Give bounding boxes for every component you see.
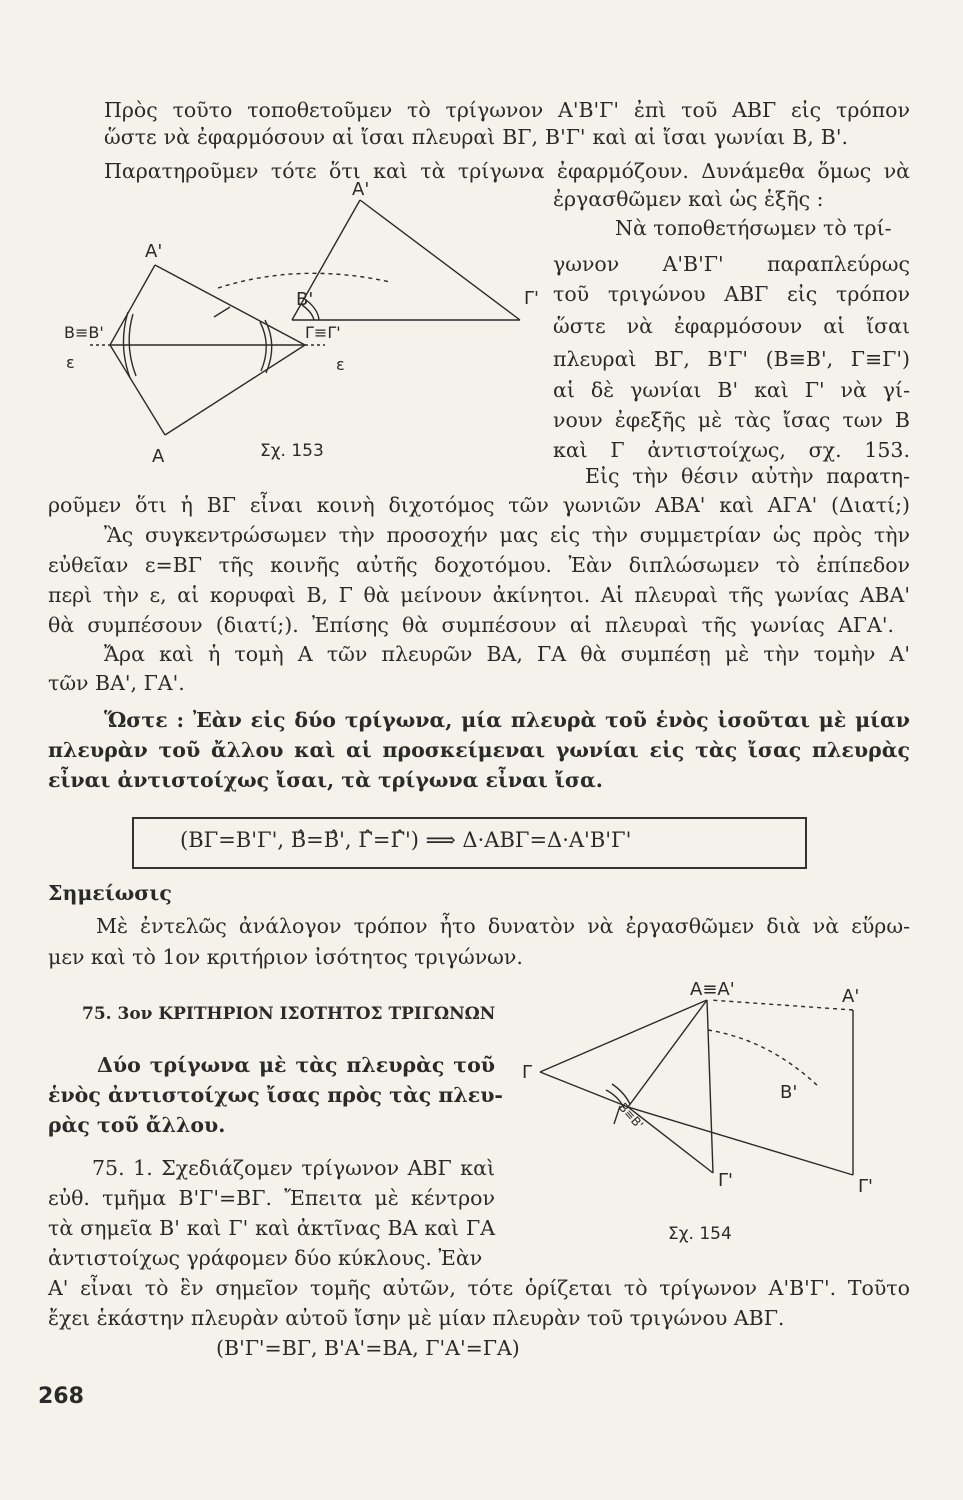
theorem-line: Ὥστε : Ἐὰν εἰς δύο τρίγωνα, μία πλευρὰ τοῦ ἑνὸς ἰσοῦται μὲ μίαν (104, 708, 910, 732)
text-line: ὥστε νὰ ἐφαρμόσουν αἱ ἴσαι πλευραὶ ΒΓ, Β'Γ' καὶ αἱ ἴσαι γωνίαι Β, Β'. (104, 125, 848, 149)
note-line: μεν καὶ τὸ 1ον κριτήριον ἰσότητος τριγώνων. (48, 945, 523, 969)
fig154-label-g-prime-1: Γ' (718, 1170, 733, 1191)
fig153-label-bb: Β≡Β' (64, 323, 104, 342)
text-line: θὰ συμπέσουν (διατί;). Ἐπίσης θὰ συμπέσουν αἱ πλευραὶ τῆς γωνίας ΑΓΑ'. (48, 613, 894, 637)
fig153-label-g-prime: Γ' (524, 288, 539, 309)
fig153-label-eps-left: ε (66, 353, 75, 372)
note-title: Σημείωσις (48, 881, 172, 905)
text-line: Πρὸς τοῦτο τοποθετοῦμεν τὸ τρίγωνον Α'Β'Γ' ἐπὶ τοῦ ΑΒΓ εἰς τρόπον (104, 98, 910, 122)
fig154-label-b-prime: Β' (780, 1082, 798, 1103)
text-line: τοῦ τριγώνου ΑΒΓ εἰς τρόπον (553, 282, 910, 306)
text-line: ὥστε νὰ ἐφαρμόσουν αἱ ἴσαι (553, 314, 910, 338)
text-line: ἐργασθῶμεν καὶ ὡς ἑξῆς : (553, 187, 824, 211)
text-line: νουν ἐφεξῆς μὲ τὰς ἴσας των Β (553, 408, 910, 432)
fig153-label-a-bottom: Α (152, 446, 165, 467)
text-line: ἀντιστοίχως γράφομεν δύο κύκλους. Ἐὰν (48, 1246, 483, 1270)
fig153-label-eps-right: ε (336, 355, 345, 374)
fig154-label-a-prime: Α' (842, 986, 860, 1007)
fig153-label-b-prime: Β' (296, 289, 314, 310)
text-line: πλευραὶ ΒΓ, Β'Γ' (Β≡Β', Γ≡Γ') (553, 347, 910, 371)
text-line: Α' εἶναι τὸ ἓν σημεῖον τομῆς αὐτῶν, τότε ὁρίζεται τὸ τρίγωνον Α'Β'Γ'. Τοῦτο (48, 1276, 910, 1300)
fig154-label-bb: Β≡Β' (615, 1100, 647, 1132)
section-heading: 75. 3ον ΚΡΙΤΗΡΙΟΝ ΙΣΟΤΗΤΟΣ ΤΡΙΓΩΝΩΝ (82, 1004, 496, 1024)
statement-line: ἑνὸς ἀντιστοίχως ἴσας πρὸς τὰς πλευ- (48, 1083, 503, 1107)
text-line: Εἰς τὴν θέσιν αὐτὴν παρατη- (585, 464, 910, 488)
final-formula: (Β'Γ'=ΒΓ, Β'Α'=ΒΑ, Γ'Α'=ΓΑ) (216, 1336, 520, 1360)
text-line: τῶν ΒΑ', ΓΑ'. (48, 671, 185, 695)
text-line: 75. 1. Σχεδιάζομεν τρίγωνον ΑΒΓ καὶ (92, 1156, 495, 1180)
fig154-label-aa: Α≡Α' (690, 979, 735, 1000)
text-line: ροῦμεν ὅτι ἡ ΒΓ εἶναι κοινὴ διχοτόμος τῶν γωνιῶν ΑΒΑ' καὶ ΑΓΑ' (Διατί;) (48, 493, 910, 517)
boxed-formula: (ΒΓ=Β'Γ', Β̂=Β̂', Γ̂=Γ̂') ⟹ Δ·ΑΒΓ=Δ·Α'Β'Γ' (180, 828, 632, 852)
text-line: τὰ σημεῖα Β' καὶ Γ' καὶ ἀκτῖνας ΒΑ καὶ ΓΑ (48, 1216, 495, 1240)
text-line: Ἂς συγκεντρώσωμεν τὴν προσοχήν μας εἰς τὴν συμμετρίαν ὡς πρὸς τὴν (104, 523, 910, 547)
fig154-label-g: Γ (522, 1062, 533, 1083)
theorem-line: εἶναι ἀντιστοίχως ἴσαι, τὰ τρίγωνα εἶναι ἴσα. (48, 768, 603, 792)
text-line: Νὰ τοποθετήσωμεν τὸ τρί- (615, 216, 892, 240)
statement-line: ρὰς τοῦ ἄλλου. (48, 1113, 226, 1137)
fig153-label-a-top: Α' (352, 179, 370, 200)
theorem-line: πλευρὰν τοῦ ἄλλου καὶ αἱ προσκείμεναι γωνίαι εἰς τὰς ἴσας πλευρὰς (48, 738, 910, 762)
text-line: εὐθ. τμῆμα Β'Γ'=ΒΓ. Ἔπειτα μὲ κέντρον (48, 1186, 495, 1210)
text-line: ἔχει ἑκάστην πλευρὰν αὐτοῦ ἴσην μὲ μίαν πλευρὰν τοῦ τριγώνου ΑΒΓ. (48, 1306, 785, 1330)
fig153-caption: Σχ. 153 (260, 441, 324, 461)
note-line: Μὲ ἐντελῶς ἀνάλογον τρόπον ἦτο δυνατὸν νὰ ἐργασθῶμεν διὰ νὰ εὕρω- (96, 914, 910, 938)
fig154-caption: Σχ. 154 (668, 1224, 732, 1244)
text-line: γωνον Α'Β'Γ' παραπλεύρως (553, 252, 910, 276)
text-line: Παρατηροῦμεν τότε ὅτι καὶ τὰ τρίγωνα ἐφαρμόζουν. Δυνάμεθα ὅμως νὰ (104, 159, 910, 183)
fig154-label-g-prime-2: Γ' (858, 1176, 873, 1197)
fig153-label-a-prime-left: Α' (145, 241, 163, 262)
text-line: περὶ τὴν ε, αἱ κορυφαὶ Β, Γ θὰ μείνουν ἀκίνητοι. Αἱ πλευραὶ τῆς γωνίας ΑΒΑ' (48, 583, 910, 607)
statement-line: Δύο τρίγωνα μὲ τὰς πλευρὰς τοῦ (97, 1053, 495, 1077)
text-line: αἱ δὲ γωνίαι Β' καὶ Γ' νὰ γί- (553, 378, 910, 402)
text-line: εὐθεῖαν ε=ΒΓ τῆς κοινῆς αὐτῆς δοχοτόμου. Ἐὰν διπλώσωμεν τὸ ἐπίπεδον (48, 553, 910, 577)
text-line: καὶ Γ ἀντιστοίχως, σχ. 153. (553, 438, 910, 462)
fig153-label-gg: Γ≡Γ' (305, 323, 341, 342)
text-line: Ἄρα καὶ ἡ τομὴ Α τῶν πλευρῶν ΒΑ, ΓΑ θὰ συμπέσῃ μὲ τὴν τομὴν Α' (104, 642, 910, 666)
page-number: 268 (38, 1384, 84, 1409)
